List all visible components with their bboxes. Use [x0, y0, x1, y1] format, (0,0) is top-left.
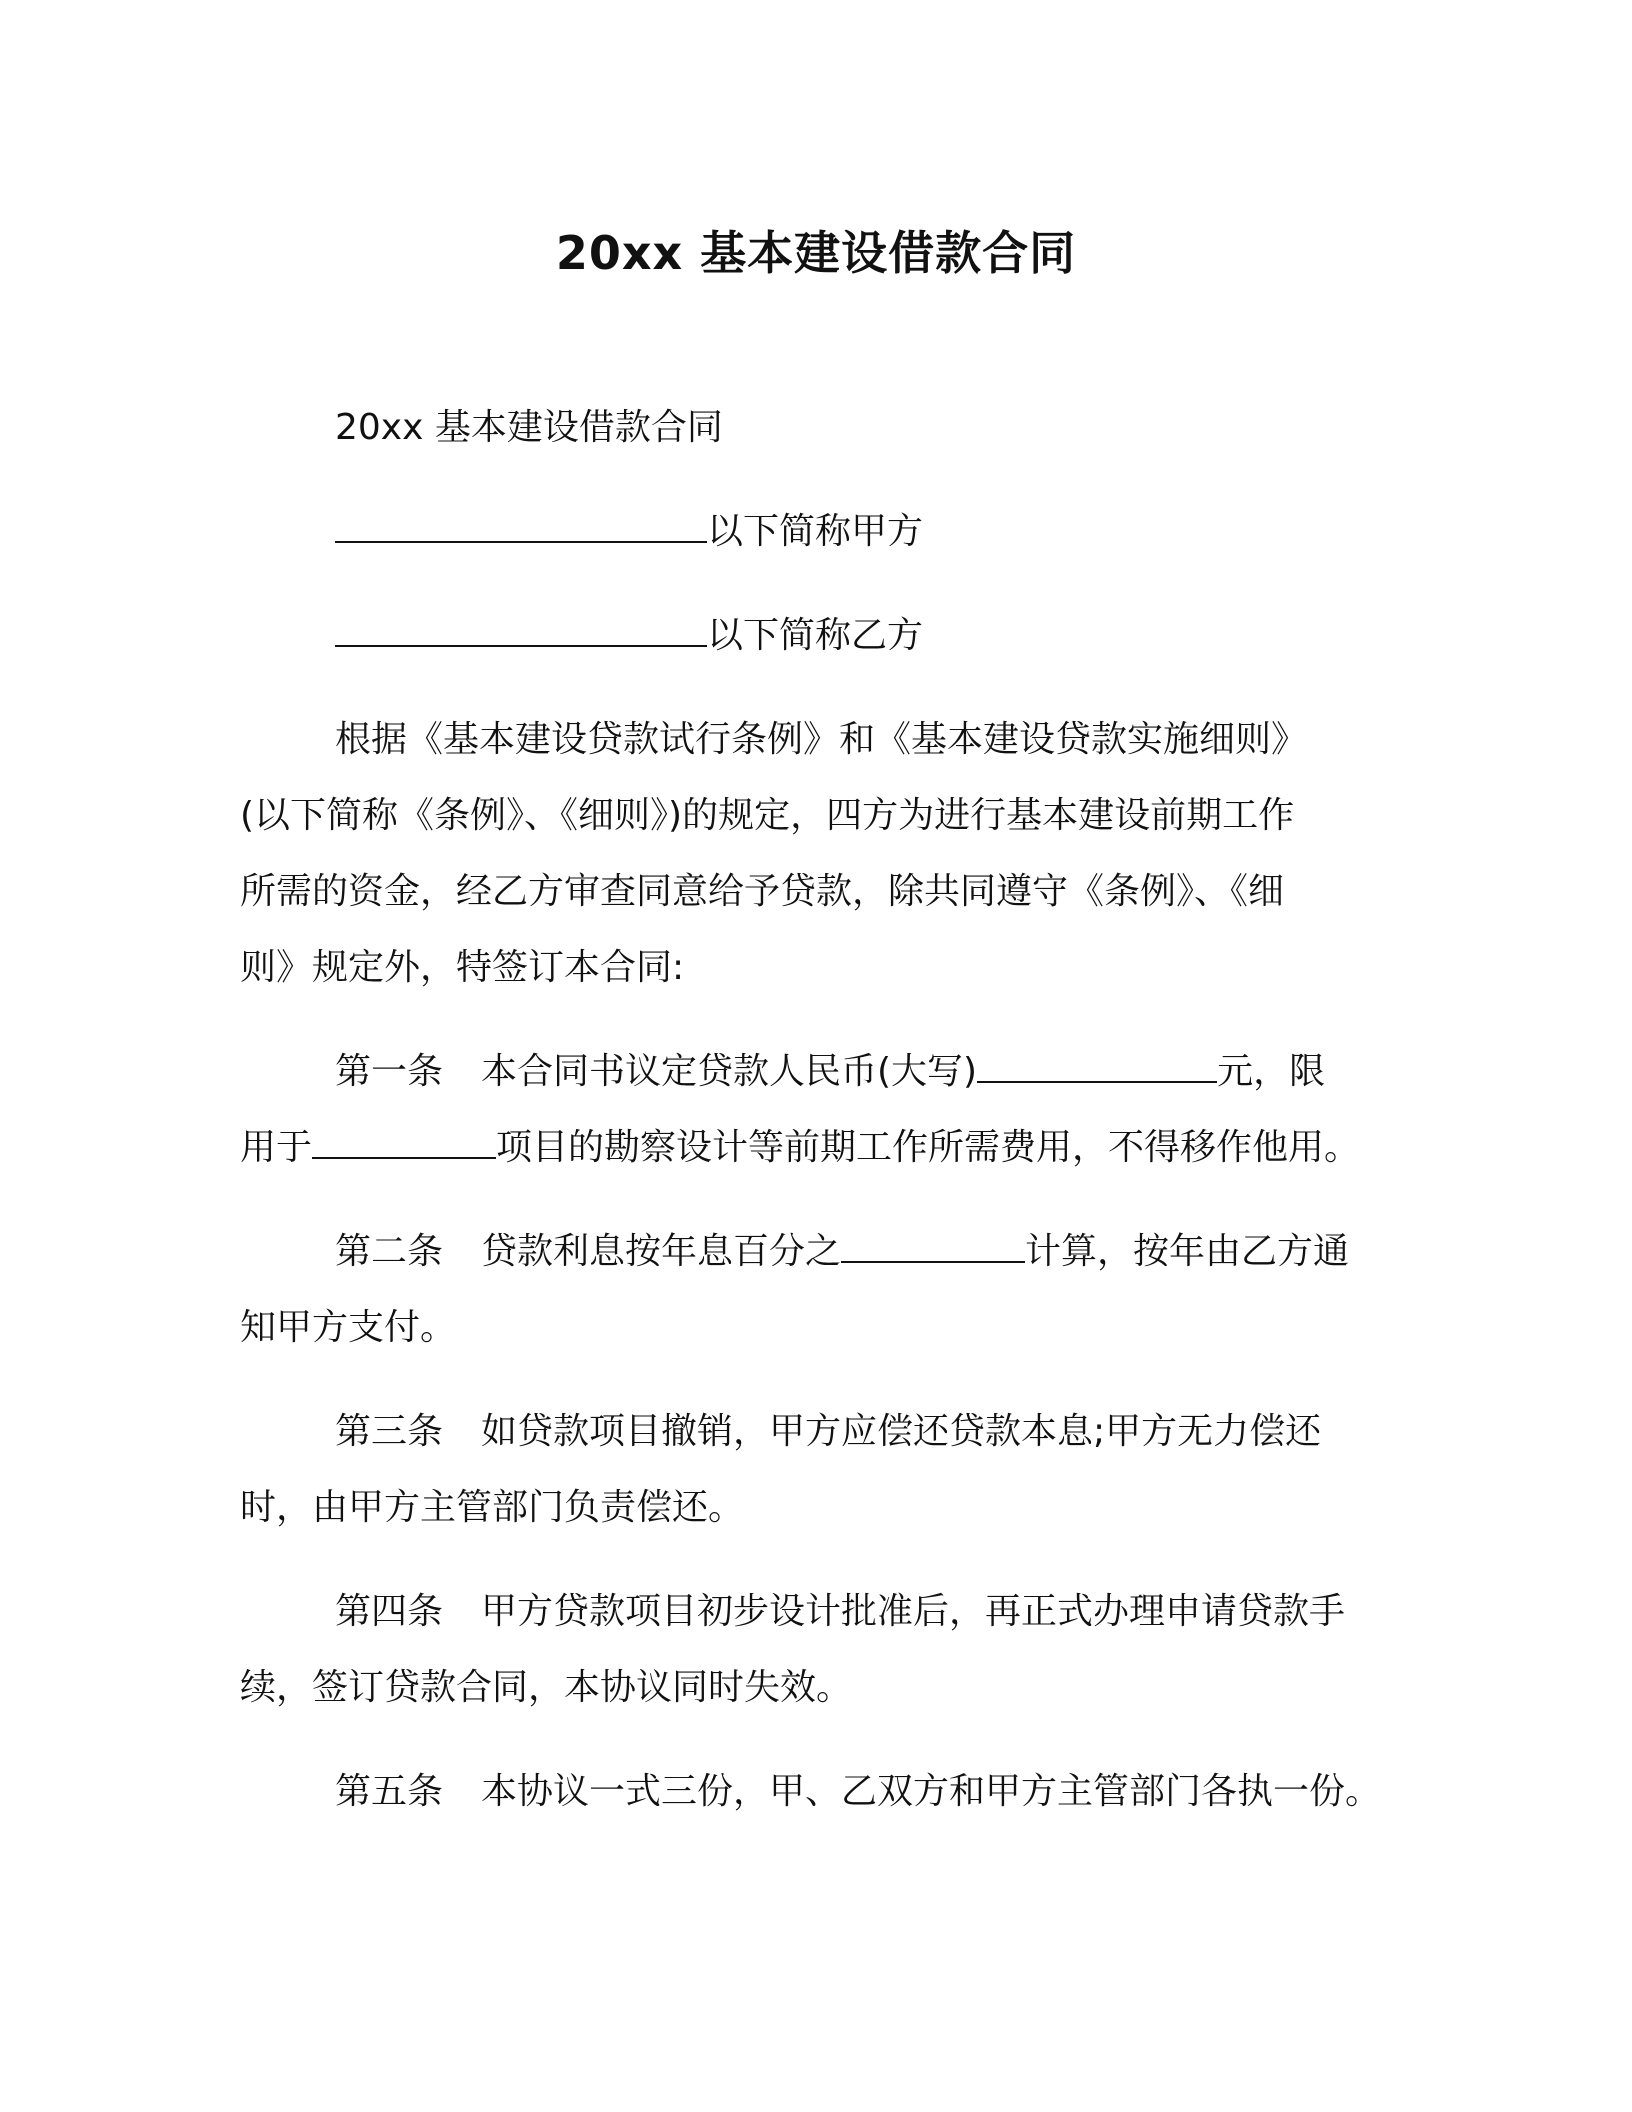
preamble-line: 所需的资金，经乙方审查同意给予贷款，除共同遵守《条例》、《细 — [240, 871, 1285, 912]
document-subtitle — [240, 390, 1400, 466]
clause-5 — [240, 1754, 1400, 1830]
clause-text: 计算，按年由乙方通 — [1025, 1231, 1350, 1272]
clause-line — [240, 1574, 1400, 1650]
clause-line — [240, 1214, 1400, 1290]
document-body — [240, 390, 1400, 1830]
clause-1 — [240, 1034, 1400, 1186]
clause-heading: 第一条 — [335, 1051, 444, 1092]
clause-heading: 第三条 — [335, 1411, 444, 1452]
party-b-blank — [335, 615, 707, 647]
clause-text: 如贷款项目撤销，甲方应偿还贷款本息;甲方无力偿还 — [481, 1411, 1322, 1452]
party-a-line — [240, 494, 1400, 570]
clause-heading: 第四条 — [335, 1591, 444, 1632]
project-blank — [312, 1127, 496, 1159]
clause-text: 贷款利息按年息百分之 — [481, 1231, 842, 1272]
preamble-line: 则》规定外，特签订本合同: — [240, 947, 685, 988]
clause-line — [240, 1394, 1400, 1470]
party-a-blank — [335, 511, 707, 543]
clause-heading: 第五条 — [335, 1771, 444, 1812]
clause-2 — [240, 1214, 1400, 1366]
clause-text: 甲方贷款项目初步设计批准后，再正式办理申请贷款手 — [481, 1591, 1346, 1632]
clause-line — [240, 1034, 1400, 1110]
clause-3 — [240, 1394, 1400, 1546]
clause-line: 续，签订贷款合同，本协议同时失效。 — [240, 1667, 853, 1708]
subtitle-text: 20xx 基本建设借款合同 — [335, 407, 723, 448]
preamble-line: 根据《基本建设贷款试行条例》和《基本建设贷款实施细则》 — [335, 719, 1308, 760]
clause-line — [240, 1754, 1400, 1830]
amount-blank — [977, 1051, 1217, 1083]
clause-line: 知甲方支付。 — [240, 1307, 457, 1348]
clause-text: 元，限 — [1217, 1051, 1326, 1092]
party-b-label: 以下简称乙方 — [707, 615, 924, 656]
clause-text: 项目的勘察设计等前期工作所需费用，不得移作他用。 — [496, 1127, 1361, 1168]
preamble-line: (以下简称《条例》、《细则》)的规定，四方为进行基本建设前期工作 — [240, 795, 1295, 836]
clause-text: 用于 — [240, 1127, 313, 1168]
preamble-paragraph — [240, 702, 1400, 1006]
clause-text: 本协议一式三份，甲、乙双方和甲方主管部门各执一份。 — [481, 1771, 1382, 1812]
party-b-line — [240, 598, 1400, 674]
clause-text: 本合同书议定贷款人民币(大写) — [481, 1051, 978, 1092]
clause-heading: 第二条 — [335, 1231, 444, 1272]
document-title: 20xx 基本建设借款合同 — [555, 226, 1077, 280]
interest-rate-blank — [841, 1231, 1025, 1263]
clause-line: 时，由甲方主管部门负责偿还。 — [240, 1487, 745, 1528]
clause-4 — [240, 1574, 1400, 1726]
clause-line — [240, 1110, 1400, 1186]
party-a-label: 以下简称甲方 — [707, 511, 924, 552]
